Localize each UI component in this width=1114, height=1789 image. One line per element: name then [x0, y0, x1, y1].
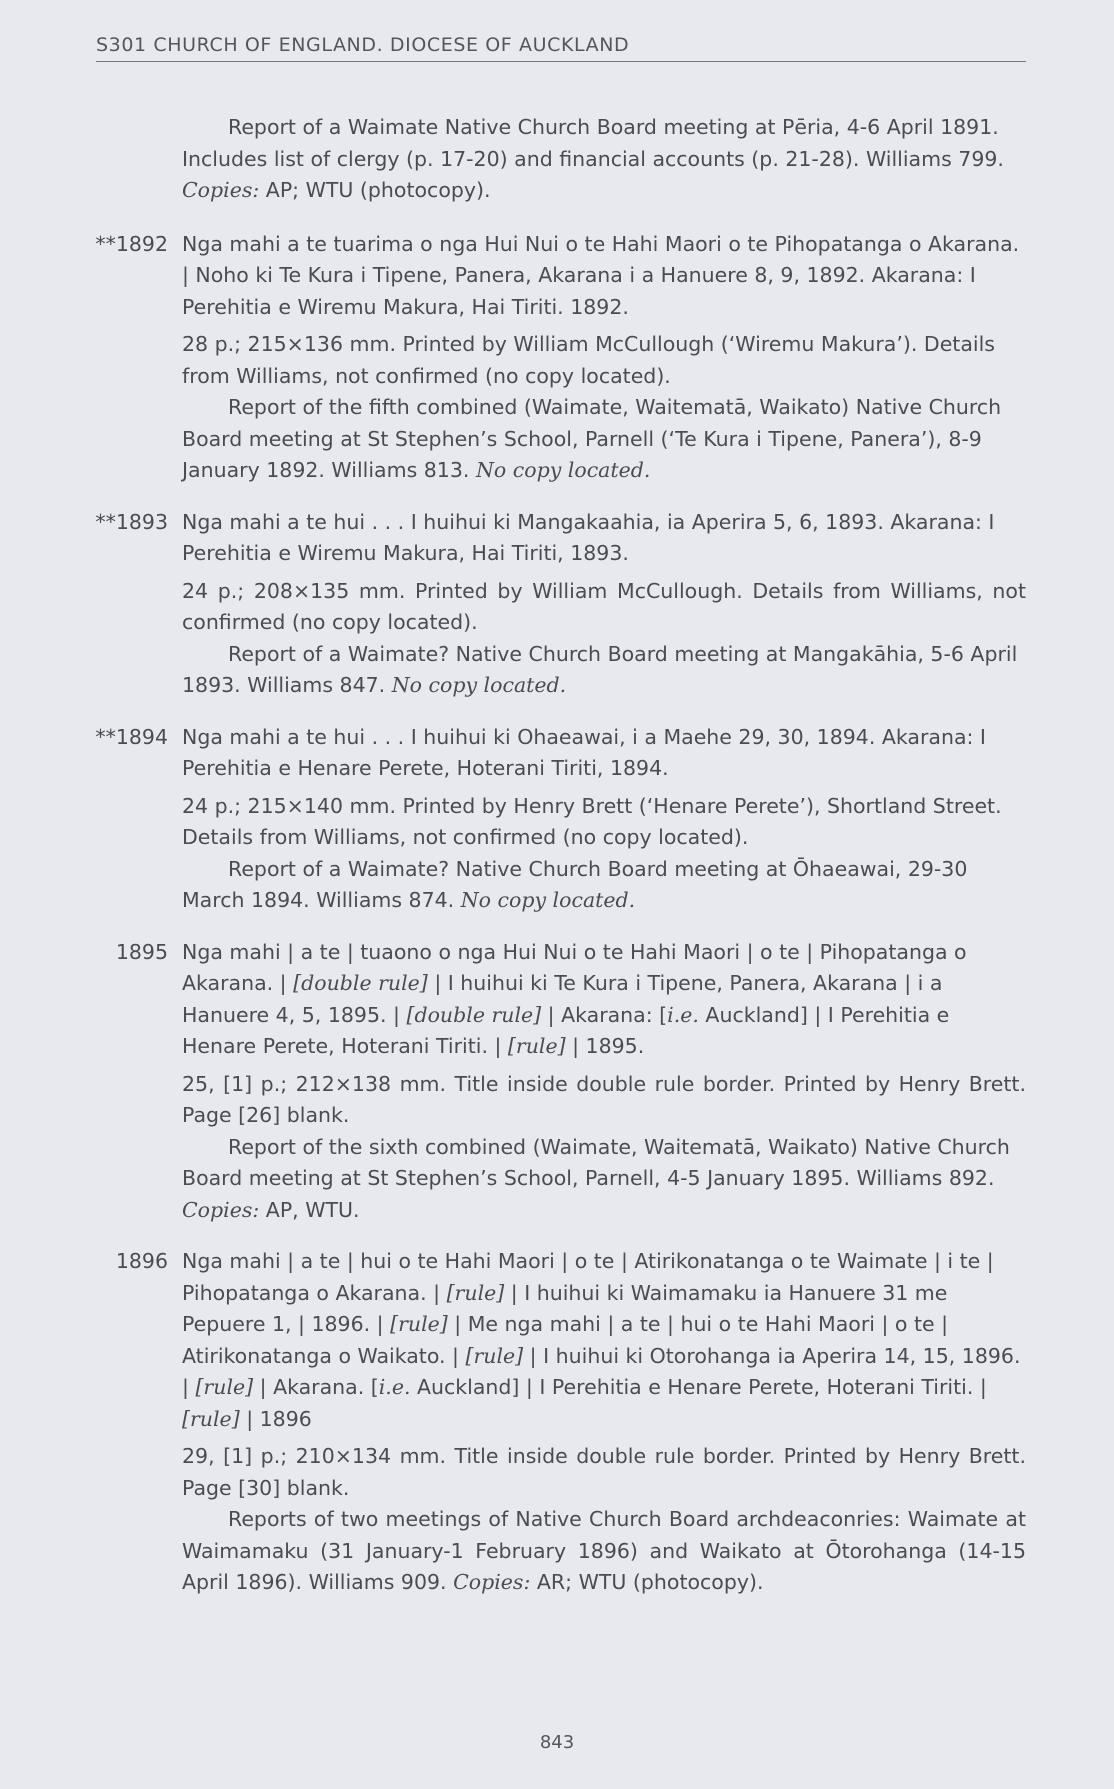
entry-year: 1896	[115, 1249, 168, 1273]
entry-year	[84, 112, 182, 207]
entry-description: 24 p.; 208×135 mm. Printed by William McCullough. Details from Williams, not confirmed (no copy located).	[182, 578, 1026, 634]
entry-1893	[84, 507, 1026, 702]
entry-note: Report of the fifth combined (Waimate, Waitematā, Waikato) Native Church Board meeting at St Stephen’s School, Parnell (‘Te Kura i Tipene, Panera’), 8-9 January 1892. Williams 813. No copy located.	[182, 395, 1002, 482]
entry-description: 28 p.; 215×136 mm. Printed by William McCullough (‘Wiremu Makura’). Details from Williams, not confirmed (no copy located).	[182, 332, 995, 388]
entry-1894	[84, 722, 1026, 917]
entry-description: 24 p.; 215×140 mm. Printed by Henry Brett (‘Henare Perete’), Shortland Street. Details from Williams, not confirmed (no copy located).	[182, 793, 1002, 849]
entry-title: Nga mahi a te hui . . . I huihui ki Mangakaahia, ia Aperira 5, 6, 1893. Akarana: I Perehitia e Wiremu Makura, Hai Tiriti, 1893.	[182, 509, 995, 565]
entry-year: **1894	[95, 724, 168, 749]
entry-note: Reports of two meetings of Native Church Board archdeaconries: Waimate at Waimamaku (31 January-1 February 1896) and Waikato at Ōtorohanga (14-15 April 1896). Williams 909. Copies: AR; WTU (photocopy).	[182, 1507, 1026, 1594]
entry-description: 25, [1] p.; 212×138 mm. Title inside double rule border. Printed by Henry Brett. Page [26] blank.	[182, 1071, 1026, 1127]
entry-year: **1893	[95, 509, 168, 534]
entry-title: Nga mahi a te hui . . . I huihui ki Ohaeawai, i a Maehe 29, 30, 1894. Akarana: I Perehitia e Henare Perete, Hoterani Tiriti, 1894.	[182, 724, 986, 780]
entry-year: 1895	[115, 939, 168, 964]
entry-continuation	[84, 112, 1026, 207]
entry-1895	[84, 937, 1026, 1227]
running-head: S301 CHURCH OF ENGLAND. DIOCESE OF AUCKLAND	[96, 34, 1026, 62]
entry-1892	[84, 229, 1026, 487]
entry-title: Nga mahi a te tuarima o nga Hui Nui o te Hahi Maori o te Pihopatanga o Akarana. | Noho ki Te Kura i Tipene, Panera, Akarana i a Hanuere 8, 9, 1892. Akarana: I Perehitia e Wiremu Makura, Hai Tiriti. 1892.	[182, 231, 1020, 319]
entry-note: Report of a Waimate? Native Church Board meeting at Mangakāhia, 5-6 April 1893. Williams 847. No copy located.	[182, 641, 1018, 697]
entry-title: Nga mahi | a te | tuaono o nga Hui Nui o te Hahi Maori | o te | Pihopatanga o Akarana. | [double rule] | I huihui ki Te Kura i Tipene, Panera, Akarana | i a Hanuere 4, 5, 1895. | [double rule] | Akarana: [i.e. Auckland] | I Perehitia e Henare Perete, Hoterani Tiriti. | [rule] | 1895.	[182, 939, 967, 1058]
page-number: 843	[539, 1732, 575, 1753]
entry-title: Nga mahi | a te | hui o te Hahi Maori | o te | Atirikonatanga o te Waimate | i te | Pihopatanga o Akarana. | [rule] | I huihui ki Waimamaku ia Hanuere 31 me Pepuere 1, | 1896. | [rule] | Me nga mahi | a te | hui o te Hahi Maori | o te | Atirikonatanga o Waikato. | [rule] | I huihui ki Otorohanga ia Aperira 14, 15, 1896. | [rule] | Akarana. [i.e. Auckland] | I Perehitia e Henare Perete, Hoterani Tiriti. | [rule] | 1896	[182, 1249, 1021, 1431]
entry-description: 29, [1] p.; 210×134 mm. Title inside double rule border. Printed by Henry Brett. Page [30] blank.	[182, 1444, 1026, 1500]
entry-note: Report of a Waimate? Native Church Board meeting at Ōhaeawai, 29-30 March 1894. Williams 874. No copy located.	[182, 856, 968, 912]
content	[84, 112, 1026, 1619]
entry-1896	[84, 1246, 1026, 1599]
entry-year: **1892	[95, 231, 168, 256]
entry-note: Report of a Waimate Native Church Board meeting at Pēria, 4-6 April 1891. Includes list of clergy (p. 17-20) and financial accounts (p. 21-28). Williams 799. Copies: AP; WTU (photocopy).	[182, 115, 1004, 202]
entry-note: Report of the sixth combined (Waimate, Waitematā, Waikato) Native Church Board meeting at St Stephen’s School, Parnell, 4-5 January 1895. Williams 892. Copies: AP, WTU.	[182, 1134, 1010, 1222]
